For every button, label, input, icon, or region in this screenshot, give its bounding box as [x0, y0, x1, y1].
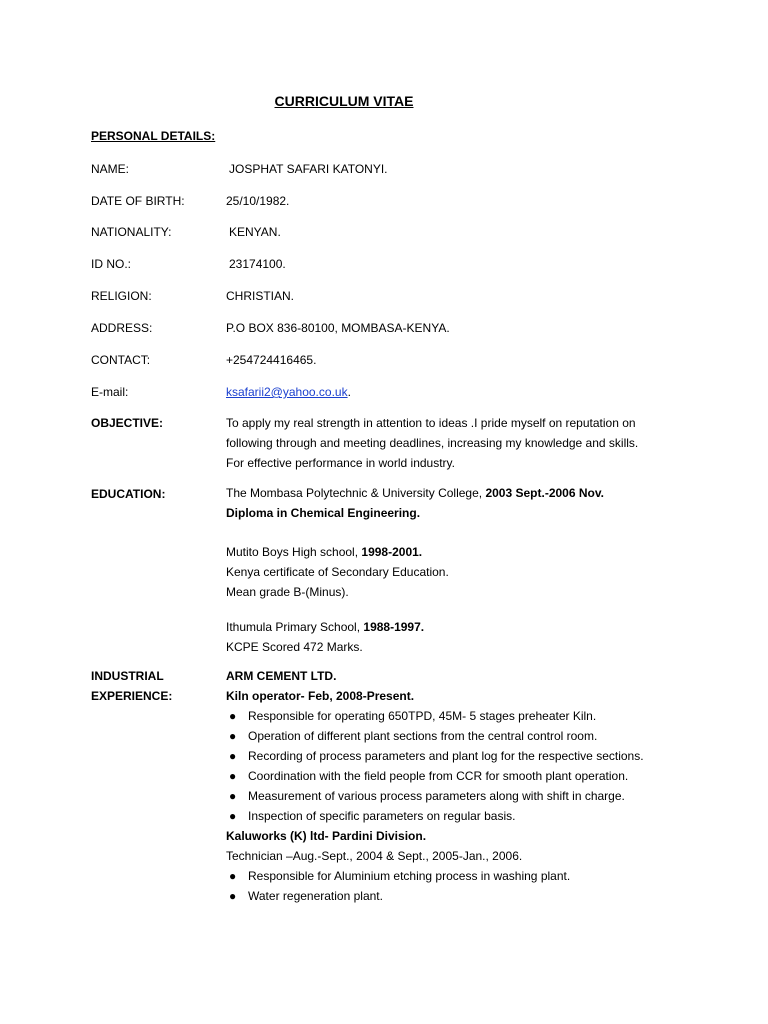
objective-line: For effective performance in world industry.	[226, 456, 455, 470]
education-label: EDUCATION:	[91, 487, 166, 501]
email-row	[226, 383, 351, 401]
nationality-value: KENYAN.	[229, 225, 281, 239]
experience-details	[226, 666, 696, 906]
bullet-icon: ●	[229, 709, 237, 723]
address-value: P.O BOX 836-80100, MOMBASA-KENYA.	[226, 321, 450, 335]
objective-line: following through and meeting deadlines, increasing my knowledge and skills.	[226, 436, 639, 450]
address-label: ADDRESS:	[91, 321, 153, 335]
contact-value: +254724416465.	[226, 353, 317, 367]
bullet-icon: ●	[229, 809, 237, 823]
college-name: The Mombasa Polytechnic & University College,	[226, 486, 486, 500]
education-primary-school	[226, 617, 696, 657]
high-school-award: Kenya certificate of Secondary Education.	[226, 565, 449, 579]
bullet-icon: ●	[229, 889, 237, 903]
bullet-icon: ●	[229, 729, 237, 743]
list-item: ● Inspection of specific parameters on regular basis.	[226, 806, 696, 826]
objective-line: To apply my real strength in attention to ideas .I pride myself on reputation on	[226, 416, 636, 430]
bullet-icon: ●	[229, 749, 237, 763]
id-label: ID NO.:	[91, 257, 132, 271]
list-item: ● Responsible for operating 650TPD, 45M- 5 stages preheater Kiln.	[226, 706, 696, 726]
list-item: ● Water regeneration plant.	[226, 886, 696, 906]
experience-label-line1: INDUSTRIAL	[91, 669, 164, 683]
bullet-icon: ●	[229, 789, 237, 803]
high-school-name: Mutito Boys High school,	[226, 545, 362, 559]
list-item: ● Operation of different plant sections from the central control room.	[226, 726, 696, 746]
document-title: CURRICULUM VITAE	[274, 93, 414, 109]
college-dates: 2003 Sept.-2006 Nov.	[485, 486, 604, 500]
experience-label-line2: EXPERIENCE:	[91, 689, 173, 703]
primary-school-name: Ithumula Primary School,	[226, 620, 364, 634]
list-item: ● Responsible for Aluminium etching process in washing plant.	[226, 866, 696, 886]
religion-value: CHRISTIAN.	[226, 289, 295, 303]
primary-school-dates: 1988-1997.	[363, 620, 425, 634]
education-high-school	[226, 542, 696, 602]
name-value: JOSPHAT SAFARI KATONYI.	[229, 162, 388, 176]
email-suffix: .	[347, 385, 351, 399]
objective-text	[226, 413, 696, 473]
job1-company: ARM CEMENT LTD.	[226, 669, 337, 683]
personal-details-heading: PERSONAL DETAILS:	[91, 129, 216, 143]
nationality-label: NATIONALITY:	[91, 225, 172, 239]
religion-label: RELIGION:	[91, 289, 152, 303]
job1-role: Kiln operator- Feb, 2008-Present.	[226, 689, 415, 703]
name-label: NAME:	[91, 162, 130, 176]
education-college	[226, 483, 696, 523]
bullet-icon: ●	[229, 769, 237, 783]
college-award: Diploma in Chemical Engineering.	[226, 506, 421, 520]
list-item: ● Recording of process parameters and plant log for the respective sections.	[226, 746, 696, 766]
dob-label: DATE OF BIRTH:	[91, 194, 185, 208]
high-school-grade: Mean grade B-(Minus).	[226, 585, 349, 599]
contact-label: CONTACT:	[91, 353, 151, 367]
job2-duties-list	[226, 866, 696, 906]
primary-school-award: KCPE Scored 472 Marks.	[226, 640, 363, 654]
job2-role: Technician –Aug.-Sept., 2004 & Sept., 2005-Jan., 2006.	[226, 849, 523, 863]
email-label: E-mail:	[91, 385, 129, 399]
email-link[interactable]: ksafarii2@yahoo.co.uk	[226, 385, 348, 399]
dob-value: 25/10/1982.	[226, 194, 290, 208]
high-school-dates: 1998-2001.	[361, 545, 423, 559]
job2-company: Kaluworks (K) ltd- Pardini Division.	[226, 829, 427, 843]
job1-duties-list	[226, 706, 696, 826]
objective-label: OBJECTIVE:	[91, 416, 164, 430]
id-value: 23174100.	[229, 257, 286, 271]
list-item: ● Coordination with the field people from CCR for smooth plant operation.	[226, 766, 696, 786]
bullet-icon: ●	[229, 869, 237, 883]
list-item: ● Measurement of various process parameters along with shift in charge.	[226, 786, 696, 806]
